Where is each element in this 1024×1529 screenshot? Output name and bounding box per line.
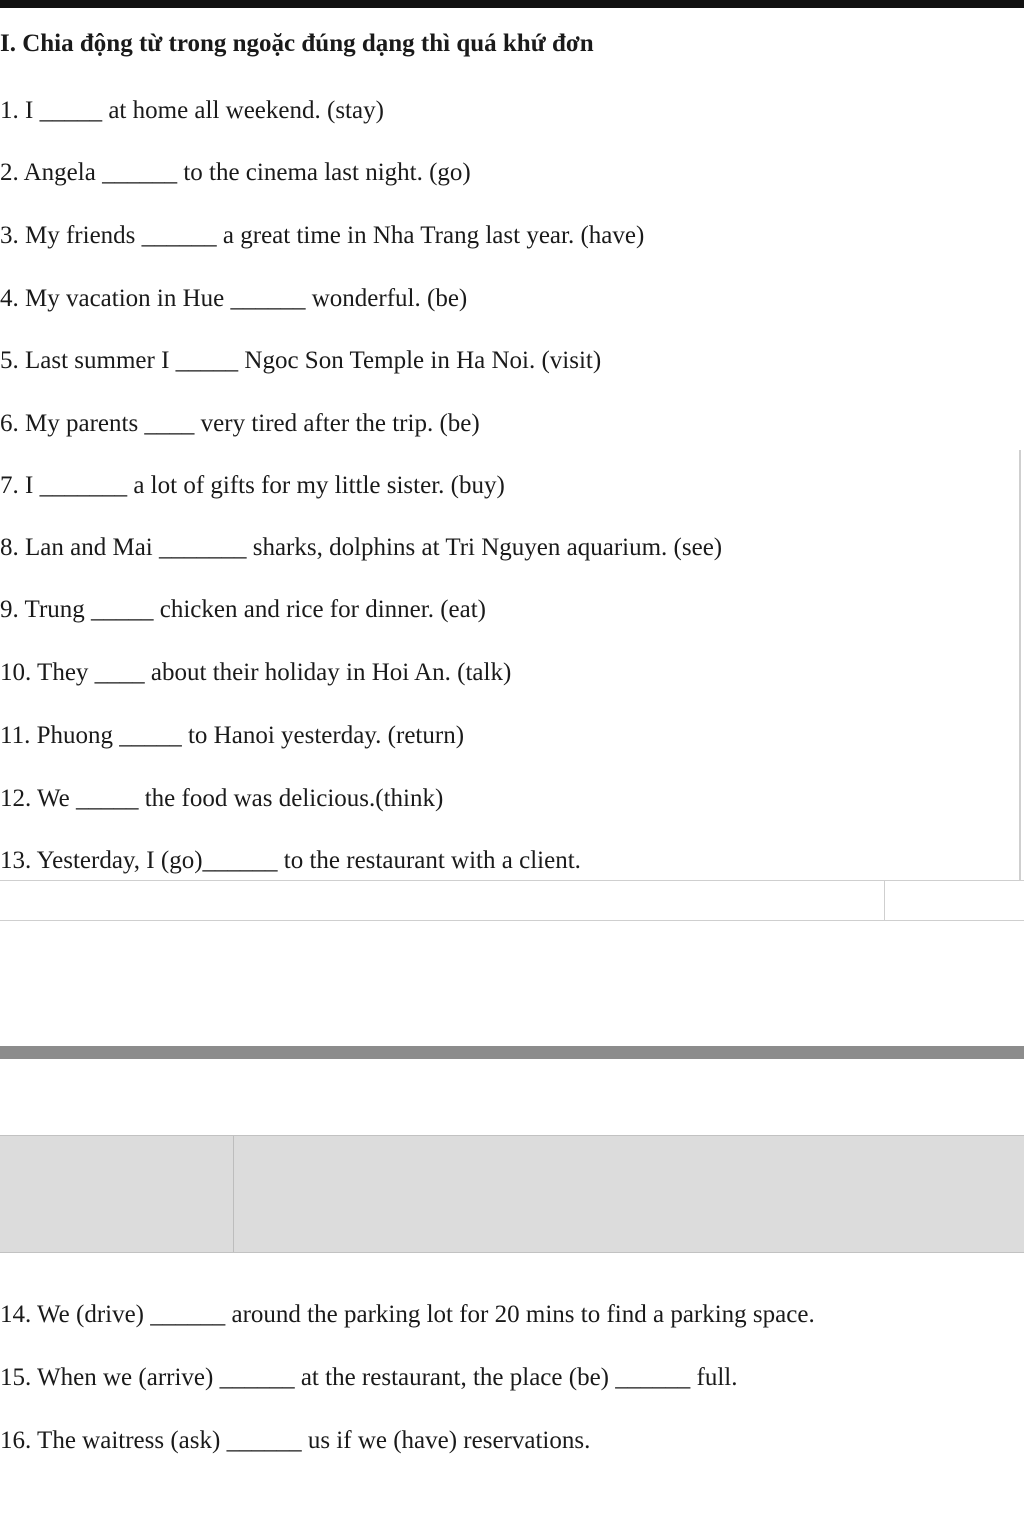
exercise-4: 4. My vacation in Hue ______ wonderful. (be) — [0, 285, 468, 312]
exercise-8: 8. Lan and Mai _______ sharks, dolphins at Tri Nguyen aquarium. (see) — [0, 534, 723, 561]
exercise-5: 5. Last summer I _____ Ngoc Son Temple in Ha Noi. (visit) — [0, 347, 602, 374]
table-cell-divider — [884, 880, 885, 920]
exercise-7: 7. I _______ a lot of gifts for my little sister. (buy) — [0, 472, 505, 499]
grey-table-divider — [233, 1136, 234, 1252]
exercise-10: 10. They ____ about their holiday in Hoi An. (talk) — [0, 659, 512, 686]
exercise-6: 6. My parents ____ very tired after the trip. (be) — [0, 410, 480, 437]
page-edge-rule — [1019, 450, 1021, 880]
exercise-3: 3. My friends ______ a great time in Nha Trang last year. (have) — [0, 222, 645, 249]
exercise-12: 12. We _____ the food was delicious.(think) — [0, 785, 444, 812]
exercise-16: 16. The waitress (ask) ______ us if we (have) reservations. — [0, 1427, 591, 1454]
exercise-13: 13. Yesterday, I (go)______ to the restaurant with a client. — [0, 847, 581, 874]
top-border — [0, 0, 1024, 8]
grey-table-row — [0, 1135, 1024, 1253]
exercise-11: 11. Phuong _____ to Hanoi yesterday. (return) — [0, 722, 465, 749]
table-rule-bottom — [0, 920, 1024, 921]
page-break-divider — [0, 1046, 1024, 1059]
exercise-2: 2. Angela ______ to the cinema last night. (go) — [0, 159, 471, 186]
exercise-1: 1. I _____ at home all weekend. (stay) — [0, 97, 384, 124]
exercise-9: 9. Trung _____ chicken and rice for dinner. (eat) — [0, 596, 486, 623]
exercise-14: 14. We (drive) ______ around the parking lot for 20 mins to find a parking space. — [0, 1301, 815, 1328]
exercise-15: 15. When we (arrive) ______ at the restaurant, the place (be) ______ full. — [0, 1364, 738, 1391]
table-rule-top — [0, 880, 1024, 881]
page-title: I. Chia động từ trong ngoặc đúng dạng thì quá khứ đơn — [0, 30, 594, 57]
